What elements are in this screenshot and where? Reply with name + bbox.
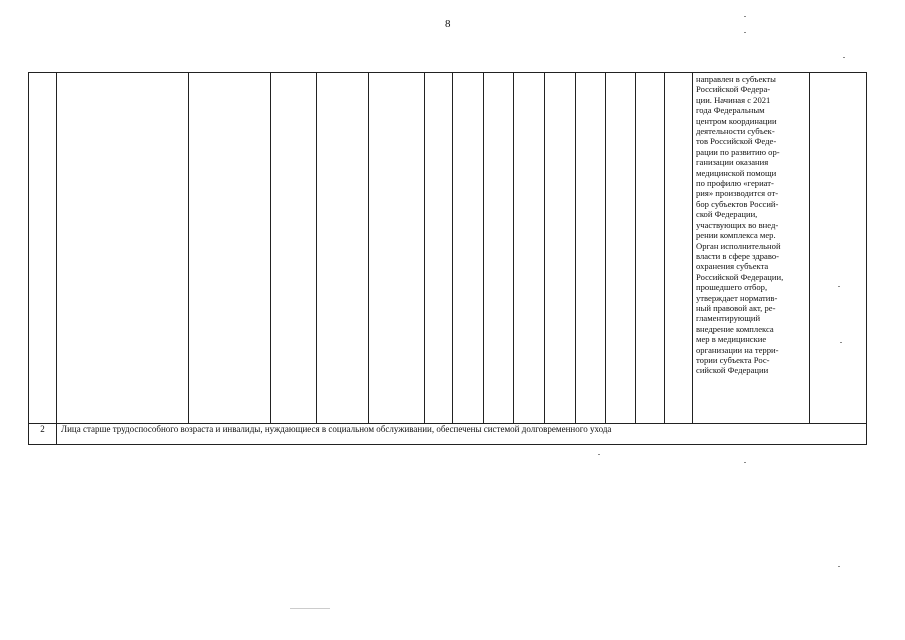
note-cell: [693, 73, 810, 424]
note-line: рении комплекса мер.: [696, 230, 776, 241]
note-line: гламентирующий: [696, 313, 761, 324]
table-cell: [453, 73, 484, 424]
note-line: ской Федерации,: [696, 209, 758, 220]
table-cell: [484, 73, 514, 424]
table-cell: [29, 73, 57, 424]
table-cell: [665, 73, 693, 424]
table-cell: [189, 73, 271, 424]
scan-speck: [744, 32, 746, 33]
note-line: Орган исполнительной: [696, 240, 781, 251]
note-line: мер в медицинские: [696, 334, 767, 345]
measures-table: [28, 72, 867, 445]
note-line: по профилю «гериат-: [696, 178, 774, 189]
row-number: 2: [29, 424, 57, 445]
scan-speck: [838, 286, 840, 287]
table-cell: [545, 73, 576, 424]
note-line: года Федеральным: [696, 105, 765, 116]
note-line: власти в сфере здраво-: [696, 250, 780, 261]
table-cell: [57, 73, 189, 424]
scan-speck: [840, 342, 842, 343]
note-line: организации на терри-: [696, 344, 779, 355]
page-number: 8: [445, 18, 451, 30]
scan-speck: [843, 57, 845, 58]
note-line: направлен в субъекты: [696, 74, 776, 84]
table-row: [29, 424, 867, 445]
table-cell: [369, 73, 425, 424]
scan-speck: [744, 462, 746, 463]
note-line: рия» производится от-: [696, 188, 779, 199]
scan-speck: [838, 566, 840, 567]
note-line: тории субъекта Рос-: [696, 354, 770, 365]
row-description: Лица старше трудоспособного возраста и инвалиды, нуждающиеся в социальном обслуживании, обеспечены системой долговременного ухода: [57, 424, 867, 445]
table-cell: [636, 73, 665, 424]
table-cell: [576, 73, 606, 424]
table-cell: [317, 73, 369, 424]
note-line: сийской Федерации: [696, 365, 769, 376]
note-line: участвующих во внед-: [696, 219, 779, 230]
note-line: ганизации оказания: [696, 157, 769, 168]
table-row: [29, 73, 867, 424]
scan-speck: [744, 16, 746, 17]
note-line: бор субъектов Россий-: [696, 198, 779, 209]
table-cell: [425, 73, 453, 424]
note-line: Российской Федера-: [696, 84, 771, 95]
scan-speck: [290, 608, 330, 609]
note-line: центром координации: [696, 115, 777, 126]
note-line: прошедшего отбор,: [696, 282, 768, 293]
note-line: ный правовой акт, ре-: [696, 302, 776, 313]
note-line: охранения субъекта: [696, 261, 769, 272]
note-line: внедрение комплекса: [696, 323, 774, 334]
scan-speck: [598, 454, 600, 455]
note-line: рации по развитию ор-: [696, 146, 780, 157]
note-line: утверждает норматив-: [696, 292, 778, 303]
table-cell: [271, 73, 317, 424]
table-cell: [606, 73, 636, 424]
note-line: Российской Федерации,: [696, 271, 784, 282]
table-cell: [810, 73, 867, 424]
note-line: медицинской помощи: [696, 167, 777, 178]
note-line: тов Российской Феде-: [696, 136, 777, 147]
note-line: деятельности субъек-: [696, 126, 775, 137]
note-line: ции. Начиная с 2021: [696, 94, 771, 105]
table-cell: [514, 73, 545, 424]
